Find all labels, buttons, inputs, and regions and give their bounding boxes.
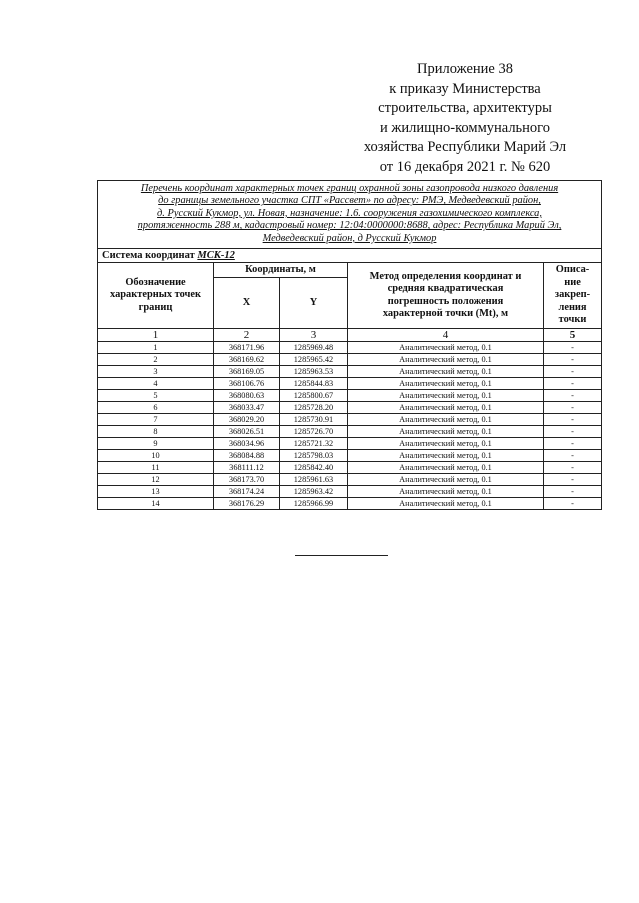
description-cell: - xyxy=(544,438,602,450)
table-row xyxy=(98,486,602,498)
method-cell: Аналитический метод, 0.1 xyxy=(348,366,544,378)
table-row xyxy=(98,378,602,390)
header-y: Y xyxy=(280,278,348,329)
x-cell: 368026.51 xyxy=(214,426,280,438)
x-cell: 368111.12 xyxy=(214,462,280,474)
appendix-line: строительства, архитектуры xyxy=(378,100,552,116)
method-cell: Аналитический метод, 0.1 xyxy=(348,414,544,426)
description-cell: - xyxy=(544,366,602,378)
method-cell: Аналитический метод, 0.1 xyxy=(348,426,544,438)
x-cell: 368106.76 xyxy=(214,378,280,390)
point-number-cell: 3 xyxy=(98,366,214,378)
header-x: X xyxy=(214,278,280,329)
column-number: 4 xyxy=(348,329,544,342)
y-cell: 1285728.20 xyxy=(280,402,348,414)
point-number-cell: 13 xyxy=(98,486,214,498)
point-number-cell: 1 xyxy=(98,342,214,354)
description-cell: - xyxy=(544,342,602,354)
y-cell: 1285842.40 xyxy=(280,462,348,474)
x-cell: 368034.96 xyxy=(214,438,280,450)
coordinates-table xyxy=(97,180,602,510)
y-cell: 1285961.63 xyxy=(280,474,348,486)
description-cell: - xyxy=(544,498,602,510)
header-method: Метод определения координат и средняя квадратическая погрешность положения характерной точки (Mt), м xyxy=(348,263,544,329)
method-cell: Аналитический метод, 0.1 xyxy=(348,390,544,402)
header-row xyxy=(98,263,602,278)
method-cell: Аналитический метод, 0.1 xyxy=(348,486,544,498)
x-cell: 368169.05 xyxy=(214,366,280,378)
caption-line: Перечень координат характерных точек границ охранной зоны газопровода низкого давления xyxy=(140,183,559,194)
column-number: 3 xyxy=(280,329,348,342)
caption-line: д. Русский Кукмор, ул. Новая, назначение: 1.6. сооружения газохимического комплекса, xyxy=(157,207,542,219)
table-row xyxy=(98,390,602,402)
table-row xyxy=(98,414,602,426)
description-cell: - xyxy=(544,354,602,366)
y-cell: 1285966.99 xyxy=(280,498,348,510)
y-cell: 1285726.70 xyxy=(280,426,348,438)
appendix-line: хозяйства Республики Марий Эл xyxy=(363,139,567,155)
description-cell: - xyxy=(544,450,602,462)
method-cell: Аналитический метод, 0.1 xyxy=(348,498,544,510)
method-cell: Аналитический метод, 0.1 xyxy=(348,438,544,450)
x-cell: 368029.20 xyxy=(214,414,280,426)
y-cell: 1285963.42 xyxy=(280,486,348,498)
point-number-cell: 10 xyxy=(98,450,214,462)
y-cell: 1285730.91 xyxy=(280,414,348,426)
table-row xyxy=(98,474,602,486)
table-row xyxy=(98,498,602,510)
column-number: 5 xyxy=(544,329,602,342)
x-cell: 368169.62 xyxy=(214,354,280,366)
y-cell: 1285798.03 xyxy=(280,450,348,462)
point-number-cell: 11 xyxy=(98,462,214,474)
caption-line: Медведевский район, д Русский Кукмор xyxy=(262,232,437,244)
appendix-line: к приказу Министерства xyxy=(389,80,541,97)
table-row xyxy=(98,426,602,438)
x-cell: 368084.88 xyxy=(214,450,280,462)
point-number-cell: 12 xyxy=(98,474,214,486)
table-caption xyxy=(98,181,602,249)
y-cell: 1285963.53 xyxy=(280,366,348,378)
method-cell: Аналитический метод, 0.1 xyxy=(348,450,544,462)
description-cell: - xyxy=(544,426,602,438)
coordinate-system xyxy=(98,249,602,263)
description-cell: - xyxy=(544,462,602,474)
point-number-cell: 9 xyxy=(98,438,214,450)
point-number-cell: 6 xyxy=(98,402,214,414)
caption-line: протяженность 288 м, кадастровый номер: 12:04:0000000:8688, адрес: Республика Марий Эл, xyxy=(137,220,562,232)
method-cell: Аналитический метод, 0.1 xyxy=(348,474,544,486)
point-number-cell: 5 xyxy=(98,390,214,402)
y-cell: 1285844.83 xyxy=(280,378,348,390)
x-cell: 368176.29 xyxy=(214,498,280,510)
table-row xyxy=(98,438,602,450)
description-cell: - xyxy=(544,402,602,414)
data-rows xyxy=(98,342,602,510)
coordinate-system-value: МСК-12 xyxy=(197,249,235,261)
appendix-line: Приложение 38 xyxy=(417,61,513,77)
y-cell: 1285800.67 xyxy=(280,390,348,402)
coordinate-system-label: Система координат xyxy=(102,249,195,261)
x-cell: 368173.70 xyxy=(214,474,280,486)
y-cell: 1285965.42 xyxy=(280,354,348,366)
signature-line xyxy=(295,555,388,556)
column-number-row xyxy=(98,329,602,342)
x-cell: 368033.47 xyxy=(214,402,280,414)
appendix-header xyxy=(330,60,600,177)
header-point-designation: Обозначение характерных точек границ xyxy=(98,263,214,329)
caption-row xyxy=(98,181,602,249)
column-number: 2 xyxy=(214,329,280,342)
header-description: Описа- ние закреп- ления точки xyxy=(544,263,602,329)
description-cell: - xyxy=(544,378,602,390)
point-number-cell: 4 xyxy=(98,378,214,390)
point-number-cell: 14 xyxy=(98,498,214,510)
x-cell: 368080.63 xyxy=(214,390,280,402)
table-row xyxy=(98,450,602,462)
table-row xyxy=(98,354,602,366)
appendix-line: от 16 декабря 2021 г. № 620 xyxy=(379,158,551,175)
y-cell: 1285721.32 xyxy=(280,438,348,450)
table-row xyxy=(98,342,602,354)
method-cell: Аналитический метод, 0.1 xyxy=(348,354,544,366)
column-number: 1 xyxy=(98,329,214,342)
y-cell: 1285969.48 xyxy=(280,342,348,354)
method-cell: Аналитический метод, 0.1 xyxy=(348,378,544,390)
point-number-cell: 7 xyxy=(98,414,214,426)
table-row xyxy=(98,366,602,378)
table-row xyxy=(98,402,602,414)
header-coordinates: Координаты, м xyxy=(214,263,348,278)
appendix-line: и жилищно-коммунального xyxy=(379,119,551,136)
table-row xyxy=(98,462,602,474)
description-cell: - xyxy=(544,474,602,486)
point-number-cell: 2 xyxy=(98,354,214,366)
coordinate-system-row xyxy=(98,249,602,263)
description-cell: - xyxy=(544,390,602,402)
method-cell: Аналитический метод, 0.1 xyxy=(348,342,544,354)
description-cell: - xyxy=(544,414,602,426)
point-number-cell: 8 xyxy=(98,426,214,438)
x-cell: 368171.96 xyxy=(214,342,280,354)
method-cell: Аналитический метод, 0.1 xyxy=(348,462,544,474)
x-cell: 368174.24 xyxy=(214,486,280,498)
method-cell: Аналитический метод, 0.1 xyxy=(348,402,544,414)
caption-line: до границы земельного участка СПТ «Рассвет» по адресу: РМЭ, Медведевский район, xyxy=(158,195,541,207)
description-cell: - xyxy=(544,486,602,498)
